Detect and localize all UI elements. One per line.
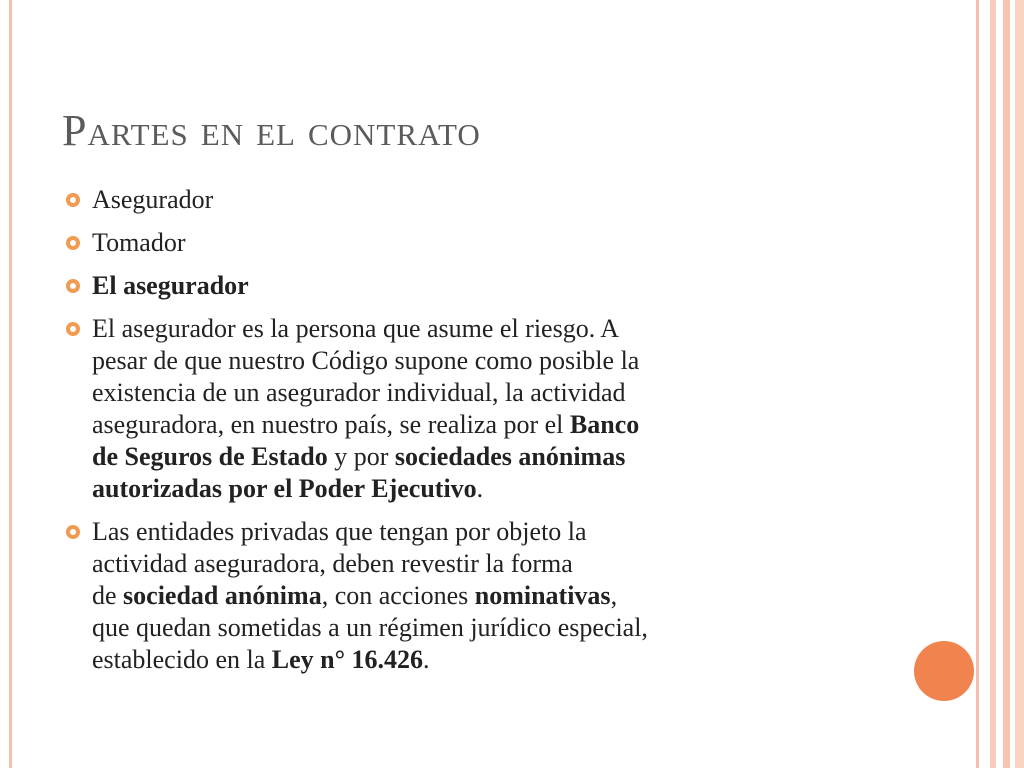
text-segment: y por — [327, 442, 395, 471]
right-decorative-line-3 — [1003, 0, 1010, 768]
bullet-list — [62, 184, 912, 687]
right-decorative-line-4 — [1015, 0, 1024, 768]
text-segment: aseguradora, en nuestro país, se realiza por el — [92, 410, 570, 439]
bullet-marker-icon — [66, 525, 80, 539]
slide-title: Partes en el contrato — [62, 106, 481, 155]
bullet-definition — [62, 313, 912, 505]
text-segment: actividad aseguradora, deben revestir la forma — [92, 549, 573, 578]
text-segment: Las entidades privadas que tengan por objeto la — [92, 517, 587, 546]
bullet-marker-icon — [66, 322, 80, 336]
text-segment: . — [476, 474, 484, 503]
left-decorative-line — [9, 0, 12, 768]
bullet-text: El asegurador — [92, 271, 249, 300]
text-segment: pesar de que nuestro Código supone como posible la — [92, 346, 640, 375]
bullet-text: Asegurador — [92, 185, 214, 214]
text-segment: que quedan sometidas a un régimen jurídico especial, — [92, 613, 648, 642]
bold-segment: de Seguros de Estado — [92, 442, 328, 471]
bullet-marker-icon — [66, 279, 80, 293]
text-segment: . — [423, 645, 430, 674]
text-segment: existencia de un asegurador individual, la actividad — [92, 378, 626, 407]
bold-segment: nominativas — [474, 581, 611, 610]
bullet-marker-icon — [66, 236, 80, 250]
right-decorative-line-1 — [976, 0, 979, 768]
bold-segment: Banco — [569, 410, 640, 439]
bold-segment: sociedad anónima — [123, 581, 322, 610]
bullet-tomador — [62, 227, 912, 259]
text-segment: El asegurador es la persona que asume el riesgo. A — [92, 314, 620, 343]
bullet-marker-icon — [66, 193, 80, 207]
bold-segment: Ley n° 16.426 — [271, 645, 424, 674]
bullet-asegurador — [62, 184, 912, 216]
bold-segment: sociedades anónimas — [394, 442, 626, 471]
text-segment: de — [92, 581, 124, 610]
right-decorative-line-2 — [990, 0, 996, 768]
text-segment: , con acciones — [321, 581, 475, 610]
text-segment: establecido en la — [92, 645, 272, 674]
bullet-el-asegurador — [62, 270, 912, 302]
bold-segment: autorizadas por el Poder Ejecutivo — [92, 474, 477, 503]
bullet-text: Tomador — [92, 228, 186, 257]
bullet-entidades-privadas — [62, 516, 912, 676]
decorative-orange-circle — [914, 641, 974, 701]
text-segment: , — [610, 581, 618, 610]
